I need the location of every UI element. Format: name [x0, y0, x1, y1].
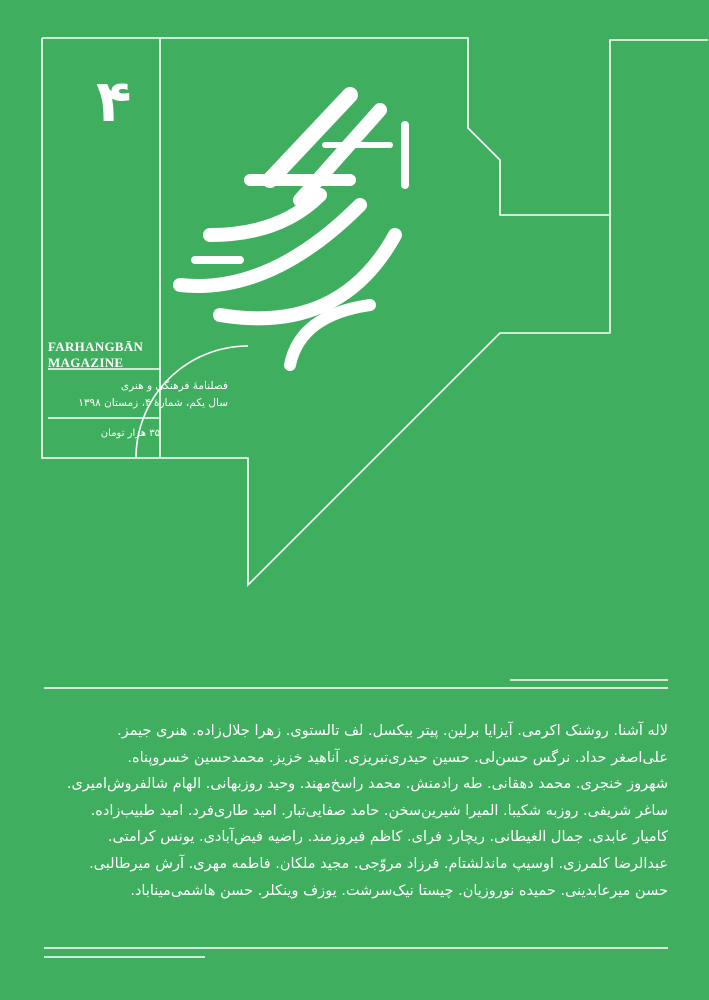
contributors-line: حسن میرعابدینی. حمیده نوروزیان. چیستا نیک‌سرشت. یوزف وینکلر. حسن هاشمی‌میناباد. — [130, 882, 668, 899]
magazine-subtitle: فصلنامهٔ فرهنگی و هنری — [120, 380, 228, 392]
contributors-list — [44, 718, 668, 904]
contributors-line: ساغر شریفی. روزبه شکیبا. المیرا شیرین‌سخن. حامد صفایی‌تبار. امید طاری‌فرد. امید طبیب‌زاده. — [90, 802, 668, 819]
magazine-name-line1: FARHANGBĀN — [48, 339, 144, 354]
price-label: ۳۵ هزار تومان — [100, 428, 160, 439]
magazine-name-line2: MAGAZINE — [48, 355, 124, 370]
issue-number: ۴ — [96, 67, 132, 135]
contributors-line: لاله آشنا. روشنک اکرمی. آیزایا برلین. پیتر بیکسل. لف تالستوی. زهرا جلال‌زاده. هنری جیمز. — [117, 723, 668, 739]
contributors-line: علی‌اصغر حداد. نرگس حسن‌لی. حسین حیدری‌تبریزی. آناهید خزیز. محمدحسین خسروپناه. — [127, 749, 668, 766]
magazine-name — [48, 339, 143, 371]
farhangban-logo — [150, 85, 450, 385]
contributors-line: کامیار عابدی. جمال الغیطانی. ریچارد فرای. کاظم فیروزمند. راضیه فیض‌آبادی. یونس کرامتی. — [107, 829, 668, 846]
contributors-line: شهروز خنجری. محمد دهقانی. طه رادمنش. محمد راسخ‌مهند. وحید روزبهانی. الهام شالفروش‌امیری. — [66, 776, 668, 793]
issue-info: سال یکم، شمارهٔ ۴، زمستان ۱۳۹۸ — [78, 397, 228, 409]
contributors-line: عبدالرضا کلمرزی. اوسیپ ماندلشتام. فرزاد مروّجی. مجید ملکان. فاطمه مهری. آرش میرطالبی. — [89, 855, 668, 872]
issue-meta — [48, 378, 228, 412]
